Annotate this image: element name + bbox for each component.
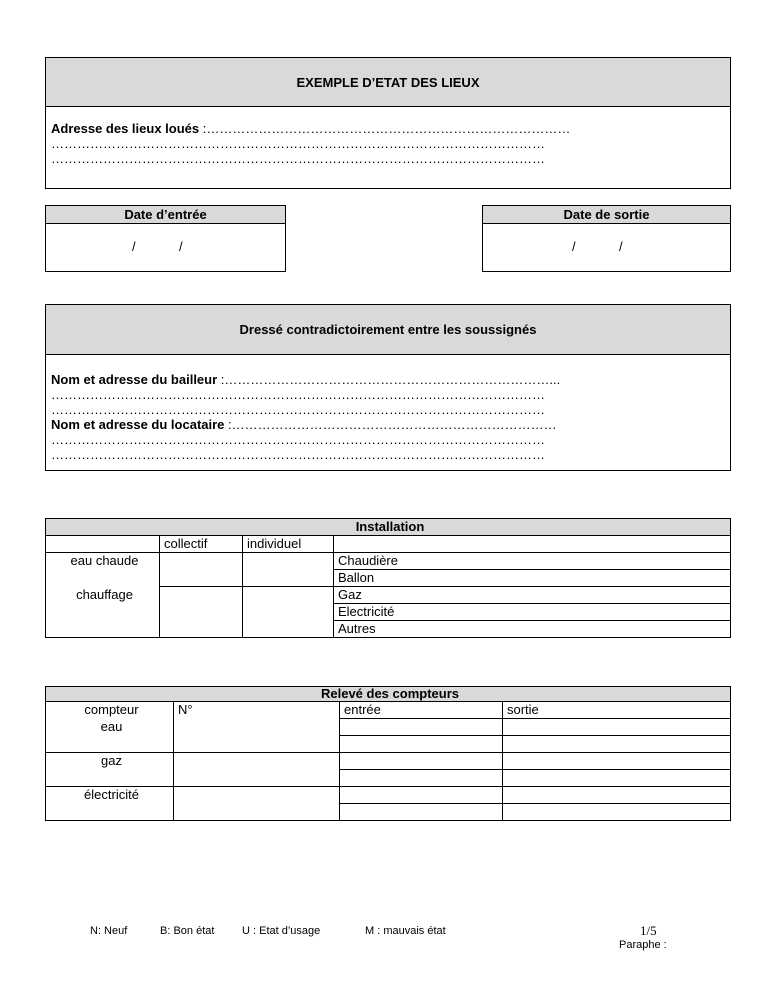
bailleur-label: Nom et adresse du bailleur <box>51 372 218 387</box>
col-sortie: sortie <box>503 702 731 719</box>
page-number: 1/5 <box>640 923 657 938</box>
parties-section <box>45 304 731 471</box>
locataire-line <box>51 417 730 432</box>
gaz-numero-cell <box>174 753 340 787</box>
electricite-sortie-cell-2 <box>503 804 731 821</box>
date-entree-label: Date d’entrée <box>46 206 285 224</box>
electricite-numero-cell <box>174 787 340 821</box>
installation-corner <box>46 536 160 553</box>
address-line-2: …………………………………………………………………………………………………… <box>51 136 545 151</box>
date-sortie-slashes: / / <box>572 239 623 254</box>
row-compteur-gaz: gaz <box>46 753 174 787</box>
eau-entree-cell-2 <box>340 736 503 753</box>
col-entree: entrée <box>340 702 503 719</box>
bailleur-dots: :…………………………………………………………………... <box>217 372 561 387</box>
type-ballon: Ballon <box>334 570 731 587</box>
chauffage-individuel-cell <box>243 587 334 638</box>
electricite-sortie-cell <box>503 787 731 804</box>
row-eau-chaude: eau chaude <box>46 553 160 587</box>
eau-sortie-cell <box>503 719 731 736</box>
document-title: EXEMPLE D’ETAT DES LIEUX <box>46 58 730 107</box>
legend-etat-usage: U : Etat d’usage <box>242 925 321 937</box>
date-sortie-label: Date de sortie <box>483 206 730 224</box>
legend-neuf: N: Neuf <box>90 925 128 937</box>
eau-sortie-cell-2 <box>503 736 731 753</box>
chauffage-collectif-cell <box>160 587 243 638</box>
legend-bon-etat: B: Bon état <box>160 925 215 937</box>
gaz-sortie-cell <box>503 753 731 770</box>
gaz-entree-cell <box>340 753 503 770</box>
parties-line-6: …………………………………………………………………………………………………… <box>51 447 545 462</box>
address-dots-1: :………………………………………………………………………… <box>199 121 571 136</box>
legend-mauvais-etat: M : mauvais état <box>365 925 446 937</box>
type-gaz: Gaz <box>334 587 731 604</box>
address-line-3: …………………………………………………………………………………………………… <box>51 151 545 166</box>
parties-line-2: …………………………………………………………………………………………………… <box>51 387 545 402</box>
type-electricite: Electricité <box>334 604 731 621</box>
col-numero: N° <box>174 702 340 719</box>
address-line-1 <box>51 121 730 136</box>
electricite-entree-cell <box>340 787 503 804</box>
locataire-label: Nom et adresse du locataire <box>51 417 225 432</box>
parties-line-3: …………………………………………………………………………………………………… <box>51 402 545 417</box>
compteurs-header: Relevé des compteurs <box>46 687 731 702</box>
col-individuel: individuel <box>243 536 334 553</box>
date-sortie-box <box>482 205 731 272</box>
locataire-dots: :………………………………………………………………… <box>224 417 557 432</box>
electricite-entree-cell-2 <box>340 804 503 821</box>
address-label: Adresse des lieux loués <box>51 121 200 136</box>
gaz-sortie-cell-2 <box>503 770 731 787</box>
installation-table <box>45 518 731 638</box>
gaz-entree-cell-2 <box>340 770 503 787</box>
row-chauffage: chauffage <box>46 587 160 638</box>
address-section <box>45 57 731 189</box>
eau-collectif-cell <box>160 553 243 587</box>
row-compteur-eau: eau <box>46 719 174 753</box>
compteurs-table <box>45 686 731 821</box>
date-entree-slashes: / / <box>132 239 183 254</box>
parties-line-5: …………………………………………………………………………………………………… <box>51 432 545 447</box>
installation-header: Installation <box>46 519 731 536</box>
parties-header: Dressé contradictoirement entre les soussignés <box>46 305 730 355</box>
eau-individuel-cell <box>243 553 334 587</box>
col-collectif: collectif <box>160 536 243 553</box>
eau-numero-cell <box>174 719 340 753</box>
eau-entree-cell <box>340 719 503 736</box>
col-compteur: compteur <box>46 702 174 719</box>
type-chaudiere: Chaudière <box>334 553 731 570</box>
bailleur-line <box>51 372 730 387</box>
paraphe-label: Paraphe : <box>619 939 667 951</box>
date-entree-box <box>45 205 286 272</box>
installation-type-header <box>334 536 731 553</box>
row-compteur-electricite: électricité <box>46 787 174 821</box>
type-autres: Autres <box>334 621 731 638</box>
